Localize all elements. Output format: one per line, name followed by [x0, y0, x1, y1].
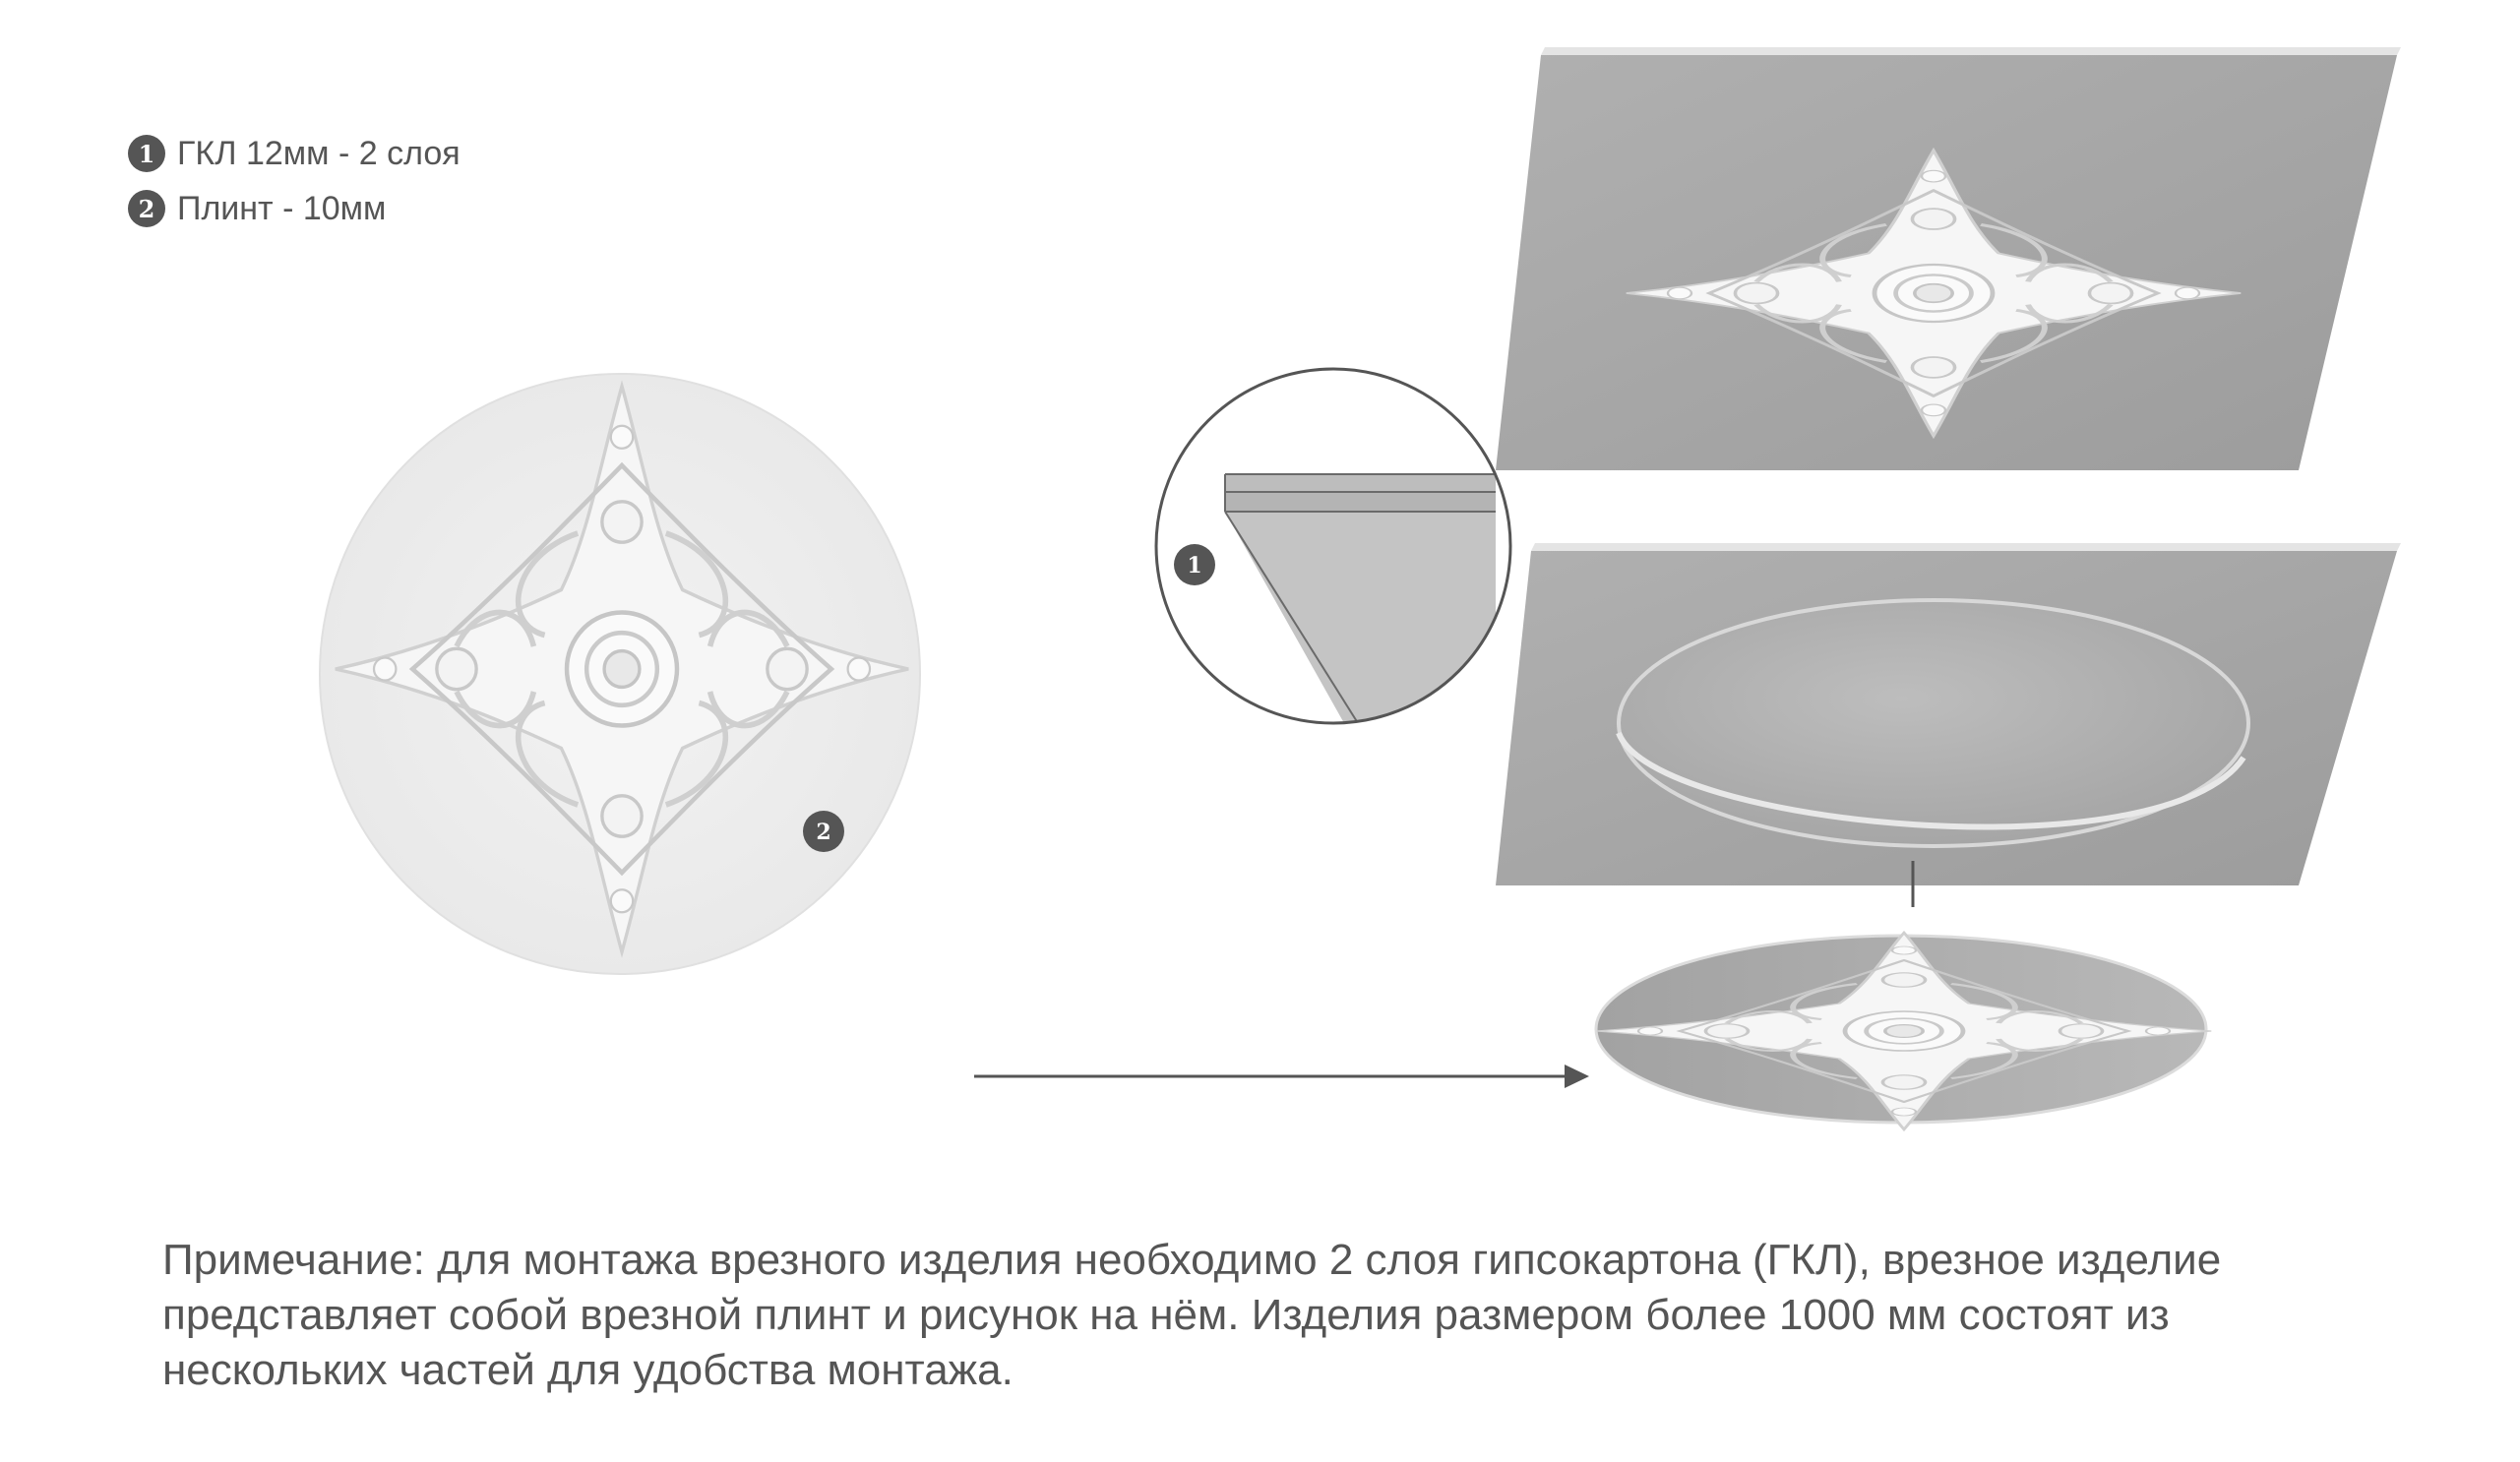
- arrow-right-icon: [974, 1065, 1589, 1088]
- plinth-disc: [320, 374, 920, 974]
- installation-note: [162, 1233, 2426, 1398]
- gkl-badge-number: 1: [1187, 553, 1202, 579]
- plinth-insert-oval: [1596, 933, 2211, 1129]
- recessed-ceiling-panel: [1496, 543, 2401, 885]
- plinth-badge: [803, 811, 844, 852]
- gkl-badge: [1174, 544, 1215, 585]
- note-line-1: Примечание: для монтажа врезного изделия необходимо 2 слоя гипсокартона (ГКЛ), врезное изделие: [162, 1236, 2222, 1284]
- finished-ceiling-panel: [1496, 47, 2401, 470]
- note-line-3: нескольких частей для удобства монтажа.: [162, 1346, 1014, 1394]
- legend-badge-1: 1: [128, 135, 165, 172]
- legend-label-gkl: ГКЛ 12мм - 2 слоя: [177, 134, 461, 172]
- legend-label-plinth: Плинт - 10мм: [177, 189, 387, 227]
- plinth-badge-number: 2: [816, 820, 831, 845]
- note-line-2: представляет собой врезной плинт и рисунок на нём. Изделия размером более 1000 мм состоят из: [162, 1291, 2170, 1339]
- legend-badge-2: 2: [128, 190, 165, 227]
